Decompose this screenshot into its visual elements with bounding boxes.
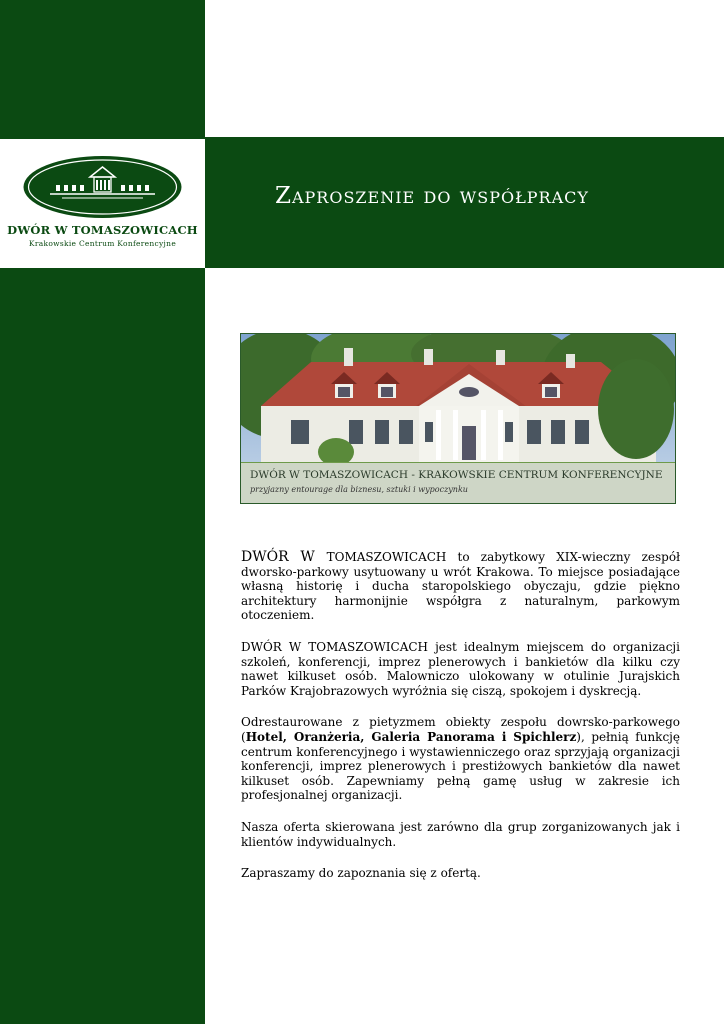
paragraph-intro — [241, 550, 680, 623]
paragraph-venue: DWÓR W TOMASZOWICACH jest idealnym miejscem do organizacji szkoleń, konferencji, imprez plenerowych i bankietów dla kilku czy nawet kilkuset osób. Malowniczo ulokowany w otulinie Jurajskich Parków Krajobrazowych wyróżnia się ciszą, spokojem i dyskrecją. — [241, 639, 680, 698]
facilities-names: Hotel, Oranżeria, Galeria Panorama i Spichlerz — [245, 729, 577, 744]
caption-main: DWÓR W TOMASZOWICACH — [250, 469, 408, 481]
paragraph-facilities — [241, 715, 680, 803]
caption-right: KRAKOWSKIE CENTRUM KONFERENCYJNE — [418, 469, 663, 481]
caption-line — [250, 469, 663, 481]
intro-lead: DWÓR W — [241, 549, 327, 565]
logo-subtitle: Krakowskie Centrum Konferencyjne — [28, 239, 177, 248]
logo-name: DWÓR W TOMASZOWICACH — [7, 223, 198, 237]
paragraph-offer: Nasza oferta skierowana jest zarówno dla grup zorganizowanych jak i klientów indywidualnych. — [241, 819, 680, 849]
manor-photo — [240, 333, 676, 504]
intro-text: to zabytkowy XIX-wieczny zespół dworsko-parkowy usytuowany u wrót Krakowa. To miejsce posiadające własną historię i ducha staropolskiego obyczaju, gdzie piękno architektury harmonijnie współgra z naturalnym, parkowym otoczeniem. — [241, 550, 680, 623]
intro-lead-name: TOMASZOWICACH — [326, 550, 447, 564]
photo-caption — [241, 463, 675, 503]
manor-logo-icon — [22, 155, 183, 219]
facilities-text-a: Odrestaurowane z pietyzmem obiekty zespołu dowrsko-parkowego ( — [241, 715, 680, 744]
caption-separator: - — [407, 469, 419, 481]
caption-tagline: przyjazny entourage dla biznesu, sztuki i wypoczynku — [250, 485, 468, 494]
page-title: Zaproszenie do współpracy — [275, 183, 589, 209]
title-band — [205, 137, 724, 268]
facilities-text-b: ), pełnią funkcję centrum konferencyjnego i wystawienniczego oraz sprzyjają organizacji konferencji, imprez plenerowych i prestiżowych bankietów dla nawet kilkuset osób. Zapewniamy pełną gamę usług w zakresie ich profesjonalnej organizacji. — [241, 729, 680, 803]
paragraph-invitation: Zapraszamy do zapoznania się z ofertą. — [241, 866, 481, 881]
logo — [0, 139, 205, 268]
body-text — [241, 550, 680, 898]
